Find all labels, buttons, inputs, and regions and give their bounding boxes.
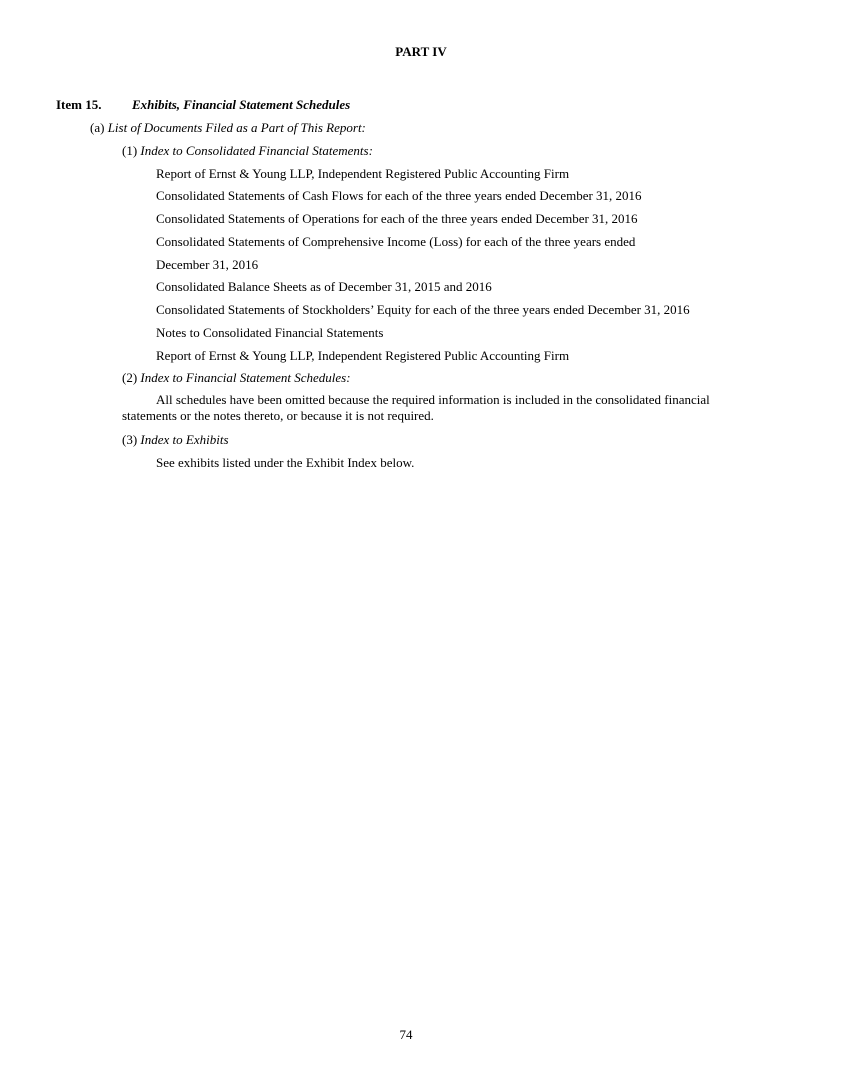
- list-item: Consolidated Statements of Comprehensive Income (Loss) for each of the three years ended: [156, 234, 636, 249]
- item-number: Item 15.: [56, 97, 102, 112]
- section-1-heading: [122, 143, 373, 159]
- section-2-body: All schedules have been omitted because the required information is included in the consolidated financial statements or the notes thereto, or because it is not required.: [122, 392, 710, 423]
- section-a-heading: [90, 120, 366, 136]
- section-2-label: Index to Financial Statement Schedules:: [140, 370, 351, 385]
- section-3-body: See exhibits listed under the Exhibit Index below.: [156, 455, 415, 470]
- section-3-heading: [122, 432, 229, 448]
- section-1-prefix: (1): [122, 143, 138, 158]
- section-a-label: List of Documents Filed as a Part of This Report:: [107, 120, 366, 135]
- list-item: Report of Ernst & Young LLP, Independent Registered Public Accounting Firm: [156, 166, 570, 181]
- part-title: PART IV: [395, 44, 447, 59]
- section-1-label: Index to Consolidated Financial Statements:: [140, 143, 373, 158]
- section-2-prefix: (2): [122, 370, 138, 385]
- section-a-prefix: (a): [90, 120, 105, 135]
- list-item: Consolidated Balance Sheets as of December 31, 2015 and 2016: [156, 279, 492, 294]
- item-title: Exhibits, Financial Statement Schedules: [132, 97, 351, 112]
- list-item: Notes to Consolidated Financial Statements: [156, 325, 384, 340]
- page-number: 74: [399, 1027, 413, 1042]
- list-item: Report of Ernst & Young LLP, Independent Registered Public Accounting Firm: [156, 348, 570, 363]
- list-item: December 31, 2016: [156, 257, 259, 272]
- section-2-heading: [122, 370, 351, 386]
- section-3-prefix: (3): [122, 432, 138, 447]
- list-item: Consolidated Statements of Operations for each of the three years ended December 31, 2016: [156, 211, 638, 226]
- list-item: Consolidated Statements of Stockholders’ Equity for each of the three years ended December 31, 2016: [156, 302, 690, 317]
- section-3-label: Index to Exhibits: [140, 432, 229, 447]
- list-item: Consolidated Statements of Cash Flows for each of the three years ended December 31, 2016: [156, 188, 642, 203]
